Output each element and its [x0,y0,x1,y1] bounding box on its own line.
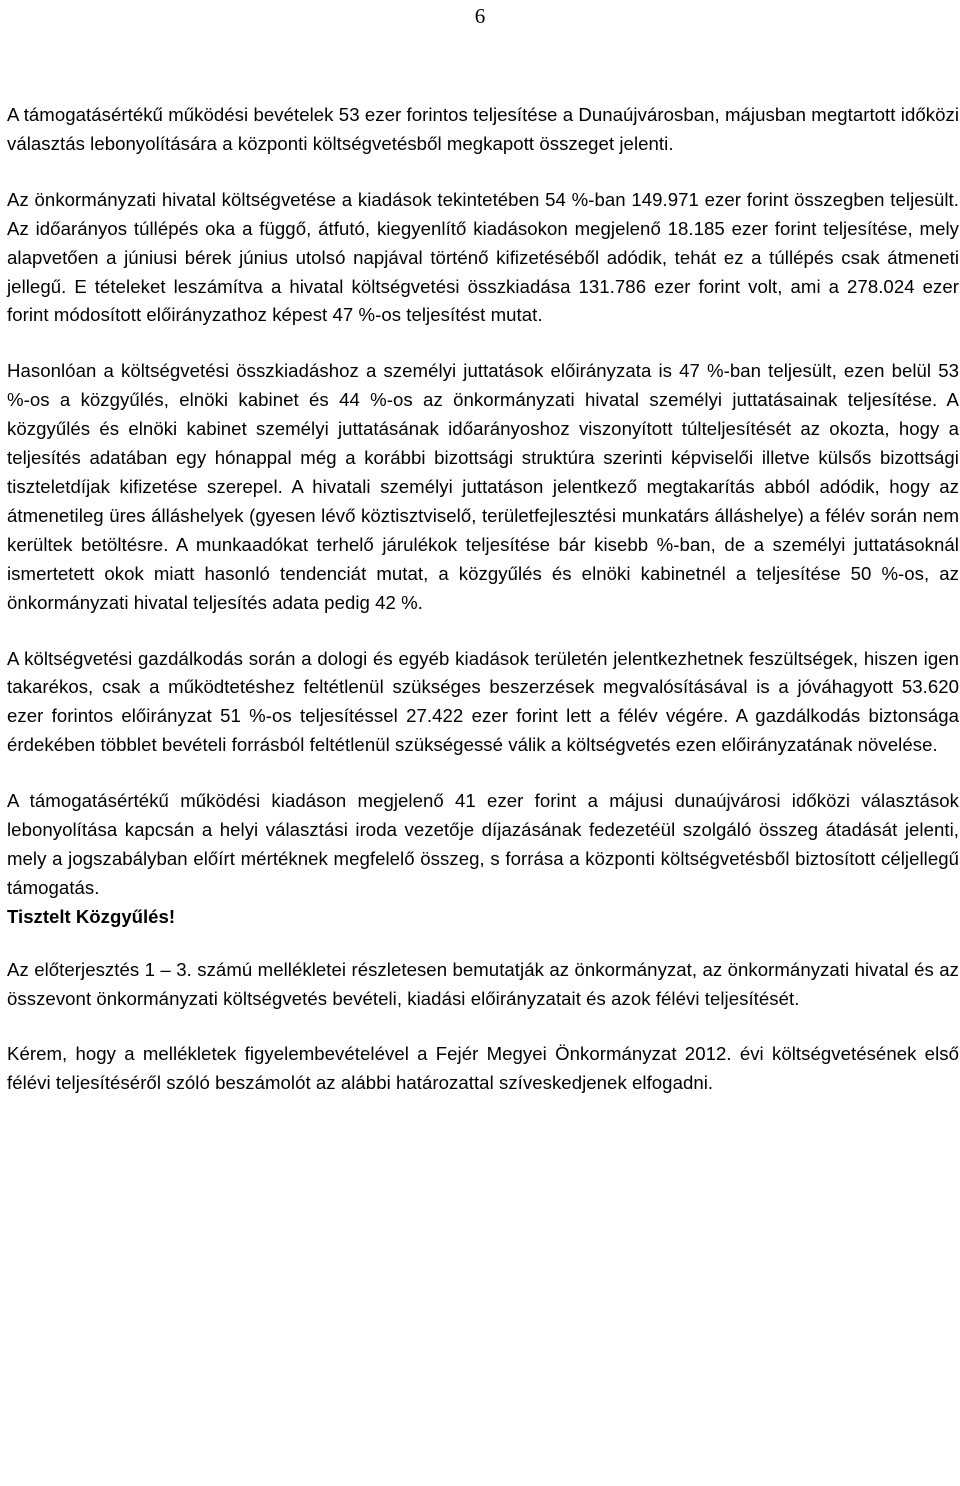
paragraph-personnel-payments: Hasonlóan a költségvetési összkiadáshoz a személyi juttatások előirányzata is 47 %-ban teljesült, ezen belül 53 %-os a közgyűlés, elnöki kabinet és 44 %-os az önkormányzati hivatal személyi juttatásainak teljesítése. A közgyűlés és elnöki kabinet személyi juttatásának időarányoshoz viszonyított túlteljesítését az okozta, hogy a teljesítés adatában egy hónappal még a korábbi bizottsági struktúra szerinti képviselői illetve külsős bizottsági tiszteletdíjak kifizetése szerepel. A hivatali személyi juttatáson jelentkező megtakarítás abból adódik, hogy az átmenetileg üres álláshelyek (gyesen lévő köztisztviselő, területfejlesztési munkatárs álláshelye) a félév során nem kerültek betöltésre. A munkaadókat terhelő járulékok teljesítése bár kisebb %-ban, de a személyi juttatásoknál ismertetett okok miatt hasonló tendenciát mutat, a közgyűlés és elnöki kabinetnél a teljesítése 50 %-os, az önkormányzati hivatal teljesítés adata pedig 42 %. [7,360,959,613]
paragraph-office-expenditure: Az önkormányzati hivatal költségvetése a kiadások tekintetében 54 %-ban 149.971 ezer forint összegben teljesült. Az időarányos túllépés oka a függő, átfutó, kiegyenlítő kiadásokon megjelenő 18.185 ezer forint teljesítése, mely alapvetően a júniusi bérek június utolsó napjával történő kifizetéséből adódik, tehát ez a túllépés csak átmeneti jellegű. E tételeket leszámítva a hivatal költségvetési összkiadása 131.786 ezer forint volt, ami a 278.024 ezer forint módosított előirányzathoz képest 47 %-os teljesítést mutat. [7,188,959,326]
paragraph-request-approval: Kérem, hogy a mellékletek figyelembevételével a Fejér Megyei Önkormányzat 2012. évi költségvetésének első félévi teljesítéséről szóló beszámolót az alábbi határozattal szíveskedjenek elfogadni. [7,1043,959,1094]
paragraph-annex-summary: Az előterjesztés 1 – 3. számú mellékletei részletesen bemutatják az önkormányzat, az önkormányzati hivatal és az összevont önkormányzati költségvetés bevételi, kiadási előirányzatait és azok félévi teljesítését. [7,958,959,1009]
paragraph-support-expenditure: A támogatásértékű működési kiadáson megjelenő 41 ezer forint a májusi dunaújvárosi időközi választások lebonyolítása kapcsán a helyi választási iroda vezetője díjazásának fedezetéül szolgáló összeg átadását jelenti, mely a jogszabályban előírt mértéknek megfelelő összeg, s forrása a központi költségvetésből biztosított céljellegű támogatás. [7,790,959,898]
paragraph-support-revenue: A támogatásértékű működési bevételek 53 ezer forintos teljesítése a Dunaújvárosban, májusban megtartott időközi választás lebonyolítására a központi költségvetésből megkapott összeget jelenti. [7,104,959,154]
paragraph-material-expenses: A költségvetési gazdálkodás során a dologi és egyéb kiadások területén jelentkezhetnek feszültségek, hiszen igen takarékos, csak a működtetéshez feltétlenül szükséges beszerzések megvalósításával is a jóváhagyott 53.620 ezer forintos előirányzat 51 %-os teljesítéssel 27.422 ezer forint lett a félév végére. A gazdálkodás biztonsága érdekében többlet bevételi forrásból feltétlenül szükségessé válik a költségvetés ezen előirányzatának növelése. [7,647,959,756]
page-number: 6 [474,4,486,28]
salutation-heading: Tisztelt Közgyűlés! [7,905,176,927]
document-body [7,101,959,1098]
